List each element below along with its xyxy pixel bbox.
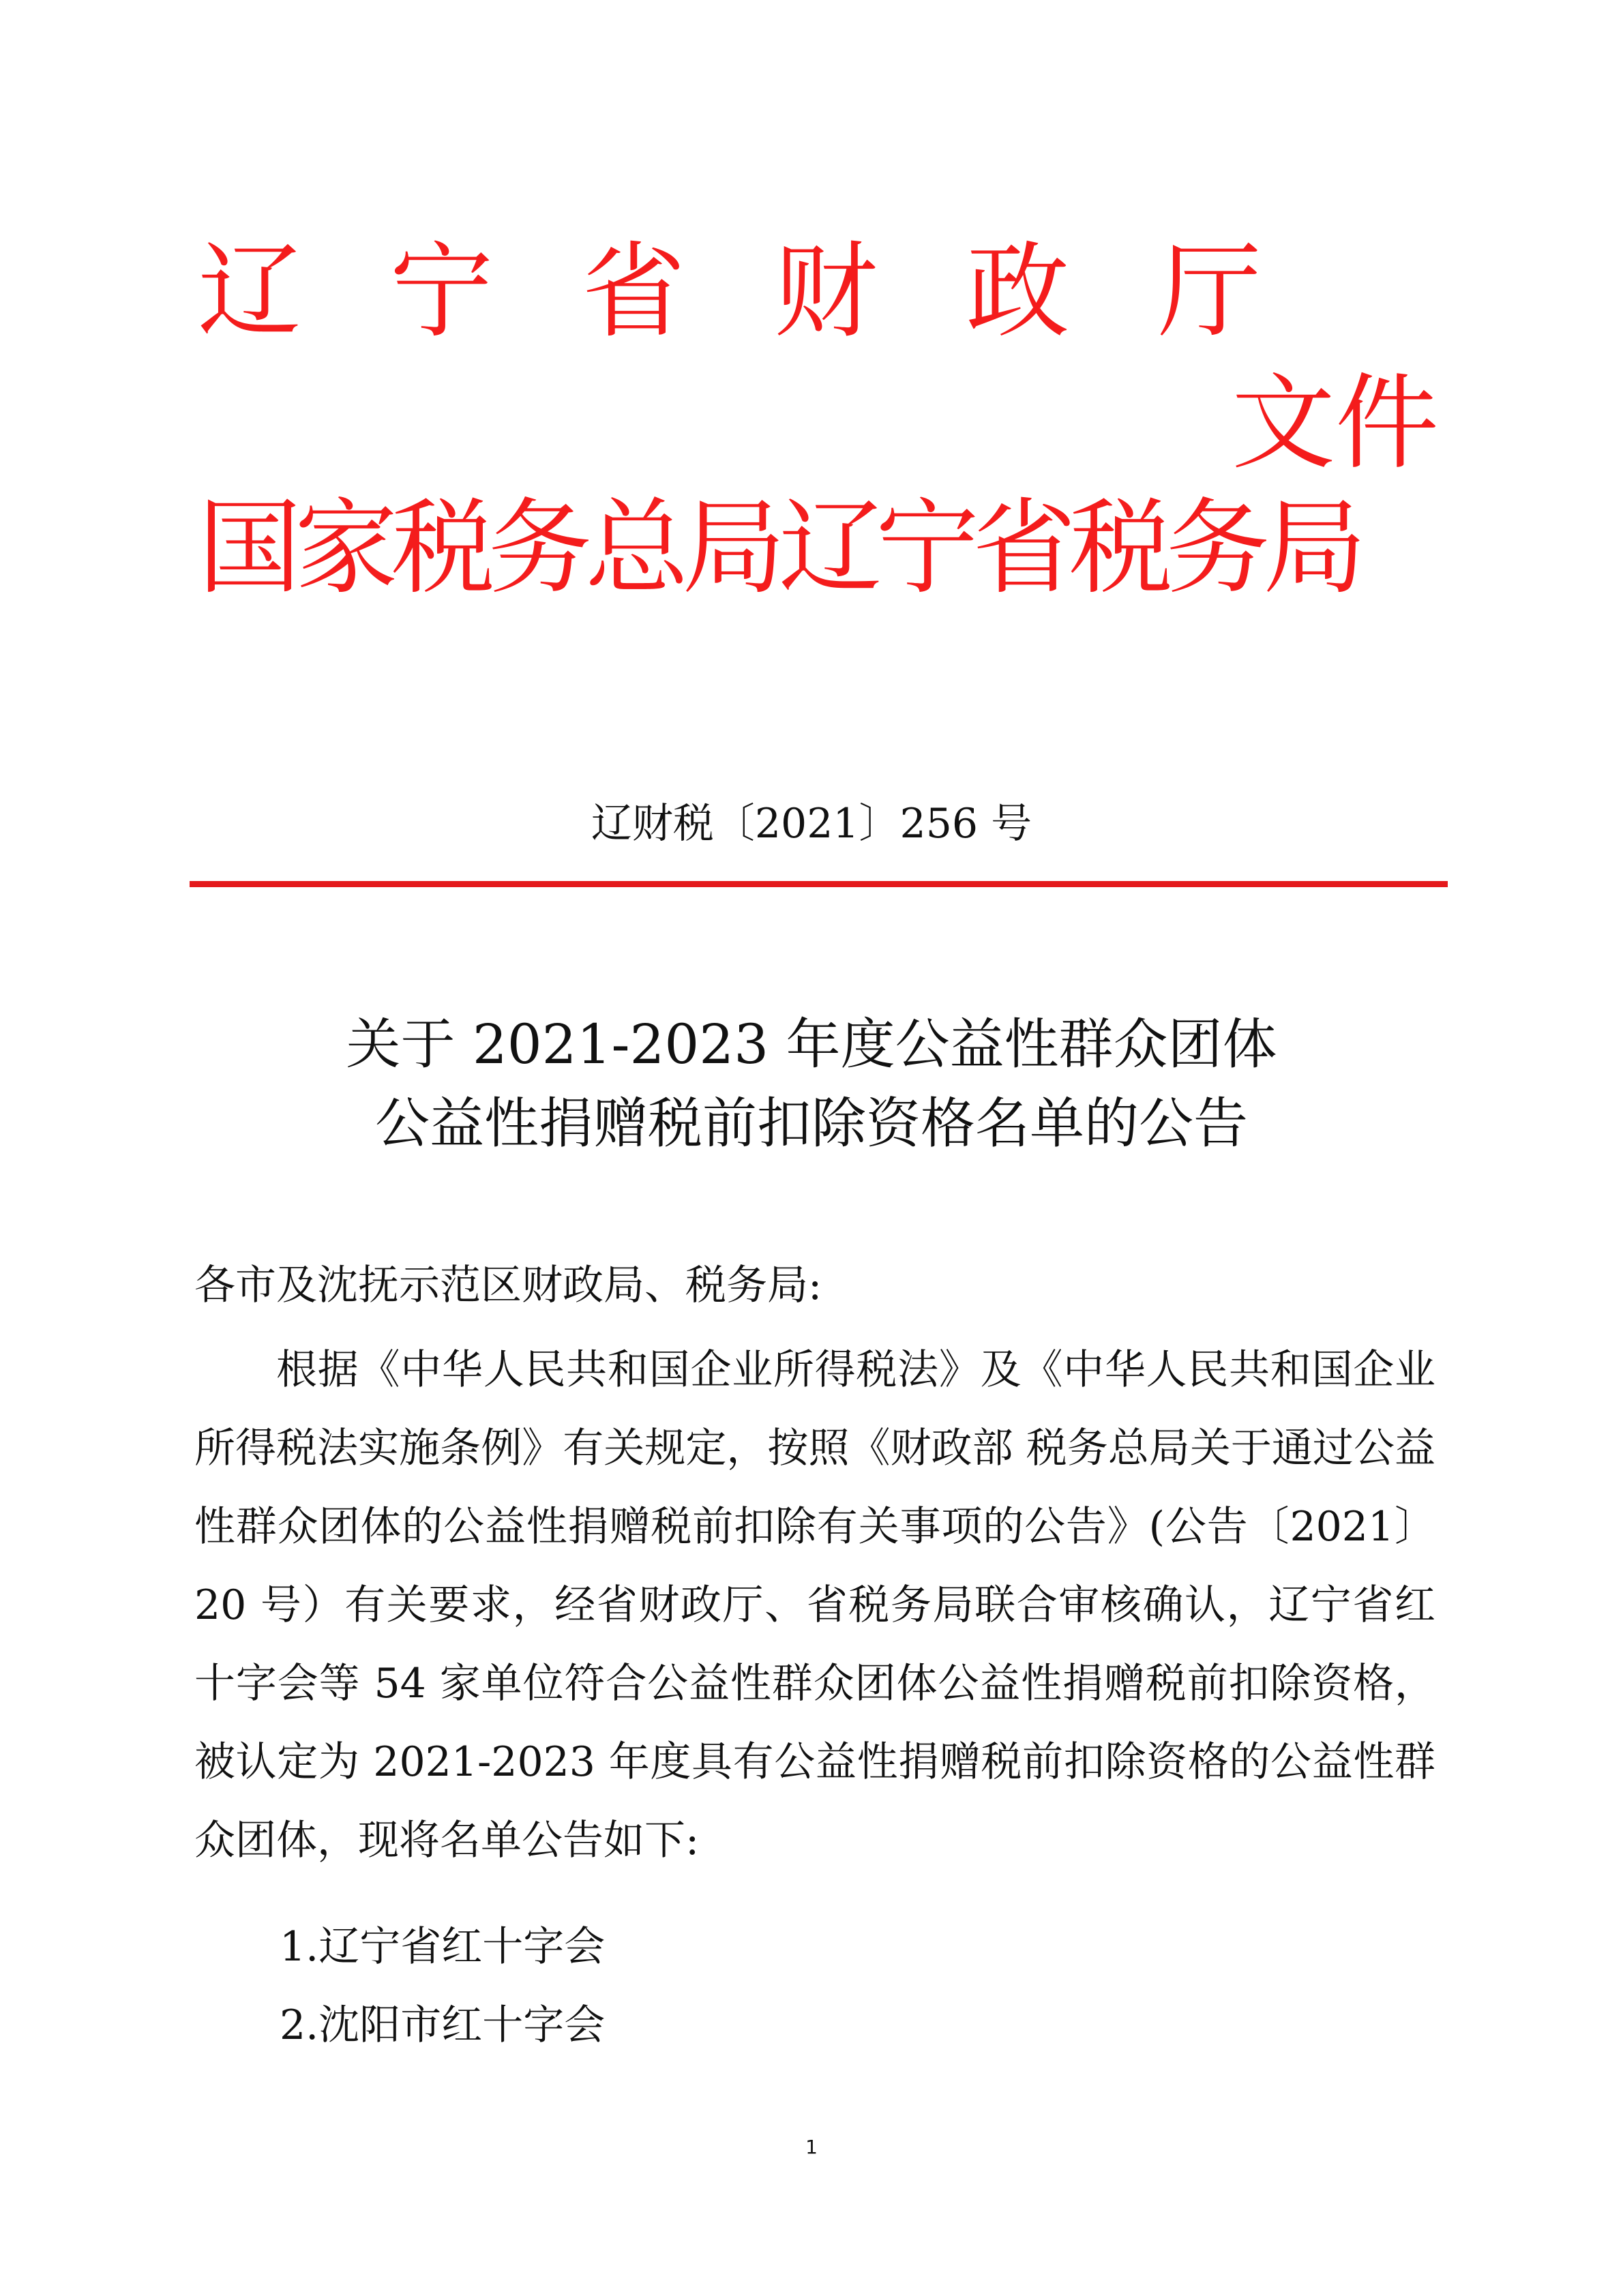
list-item: 1.辽宁省红十字会: [280, 1923, 606, 1971]
body-paragraph: 根据《中华人民共和国企业所得税法》及《中华人民共和国企业所得税法实施条例》有关规定，按照《财政部 税务总局关于通过公益性群众团体的公益性捐赠税前扣除有关事项的公告》(公告〔2021〕20 号）有关要求，经省财政厅、省税务局联合审核确认，辽宁省红十字会等 54 家单位符合公益性群众团体公益性捐赠税前扣除资格，被认定为 2021-2023 年度具有公益性捐赠税前扣除资格的公益性群众团体，现将名单公告如下:: [194, 1346, 1435, 1864]
issuer-liaoning-finance: [198, 231, 1262, 352]
page-number: 1: [805, 2136, 818, 2158]
issuer-char: 厅: [1157, 231, 1262, 352]
issuer-char: 政: [966, 231, 1070, 352]
issuer-char: 辽: [198, 231, 301, 352]
issuer-suffix-wenjian: 文件: [1232, 363, 1439, 483]
red-divider-rule: [190, 881, 1448, 887]
document-title-line-2: 公益性捐赠税前扣除资格名单的公告: [375, 1092, 1248, 1155]
document-title-line-1: 关于 2021-2023 年度公益性群众团体: [346, 1013, 1277, 1076]
issuer-tax-bureau: 国家税务总局辽宁省税务局: [198, 488, 1360, 608]
list-item: 2.沈阳市红十字会: [280, 2001, 606, 2049]
issuer-char: 省: [582, 231, 686, 352]
issuer-char: 宁: [389, 231, 494, 352]
document-number: 辽财税〔2021〕256 号: [591, 800, 1032, 848]
salutation: 各市及沈抚示范区财政局、税务局:: [194, 1262, 822, 1309]
issuer-char: 财: [773, 231, 878, 352]
